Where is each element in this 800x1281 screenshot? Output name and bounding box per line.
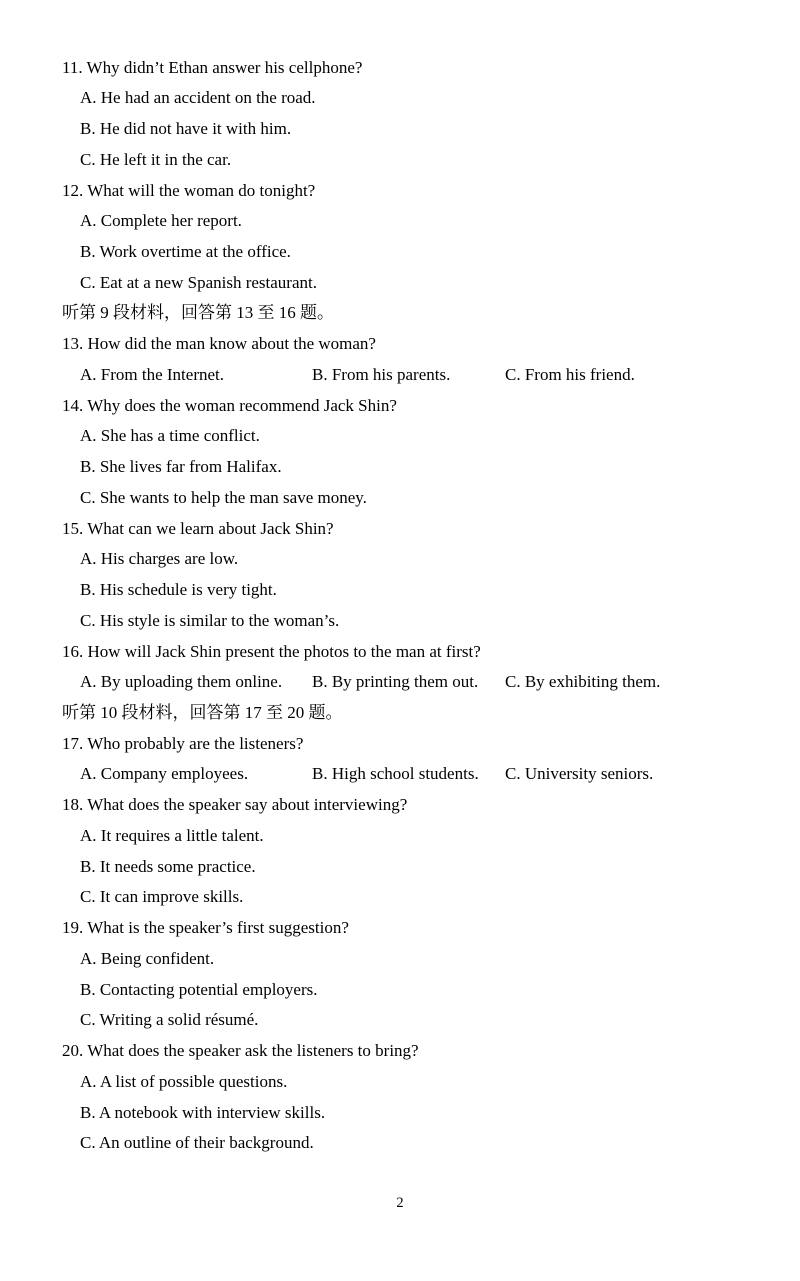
option: A. By uploading them online.: [80, 672, 283, 692]
question-list: [62, 53, 770, 1159]
question-text: 19. What is the speaker’s first suggestion?: [62, 918, 349, 938]
question-text: 14. Why does the woman recommend Jack Shin?: [62, 395, 397, 415]
options-row: [62, 667, 770, 698]
option: C. From his friend.: [505, 364, 635, 384]
option: C. An outline of their background.: [80, 1133, 314, 1153]
question-block: [62, 391, 770, 514]
options-row: [62, 360, 770, 391]
option: A. He had an accident on the road.: [80, 88, 316, 108]
question-text: 13. How did the man know about the woman?: [62, 334, 376, 354]
option: B. Work overtime at the office.: [80, 242, 291, 261]
option: A. A list of possible questions.: [80, 1071, 288, 1091]
question-text: 18. What does the speaker say about interviewing?: [62, 795, 408, 815]
option: C. By exhibiting them.: [505, 672, 661, 692]
option: B. From his parents.: [312, 364, 451, 384]
option: B. High school students.: [312, 764, 479, 784]
option: C. University seniors.: [505, 764, 654, 784]
option: C. Eat at a new Spanish restaurant.: [80, 272, 317, 292]
option: A. From the Internet.: [80, 364, 224, 384]
question-block: [62, 1036, 770, 1159]
option: B. He did not have it with him.: [80, 119, 292, 139]
option: C. She wants to help the man save money.: [80, 487, 367, 507]
question-block: [62, 913, 770, 1036]
section-header: 听第 10 段材料，回答第 17 至 20 题。: [62, 703, 343, 723]
question-block: [62, 176, 770, 299]
option: A. His charges are low.: [80, 549, 239, 569]
question-text: 12. What will the woman do tonight?: [62, 180, 316, 200]
option: B. A notebook with interview skills.: [80, 1102, 326, 1122]
option: C. Writing a solid résumé.: [80, 1010, 259, 1030]
question-text: 15. What can we learn about Jack Shin?: [62, 518, 334, 538]
option: B. Contacting potential employers.: [80, 979, 318, 999]
question-text: 17. Who probably are the listeners?: [62, 733, 304, 753]
question-block: [62, 53, 770, 176]
option: A. Company employees.: [80, 764, 249, 784]
question-text: 20. What does the speaker ask the listeners to bring?: [62, 1041, 419, 1061]
page-number: 2: [396, 1195, 404, 1211]
option: A. She has a time conflict.: [80, 426, 260, 446]
option: C. It can improve skills.: [80, 887, 244, 907]
question-block: [62, 790, 770, 913]
options-row: [62, 759, 770, 790]
question-text: 16. How will Jack Shin present the photos to the man at first?: [62, 641, 481, 661]
option: A. Being confident.: [80, 948, 215, 968]
option: A. It requires a little talent.: [80, 825, 264, 845]
option: A. Complete her report.: [80, 211, 242, 231]
option: B. She lives far from Halifax.: [80, 457, 282, 477]
option: B. By printing them out.: [312, 672, 479, 692]
option: B. It needs some practice.: [80, 856, 256, 876]
option: C. He left it in the car.: [80, 149, 232, 169]
question-block: [62, 637, 770, 698]
question-block: [62, 329, 770, 390]
question-block: [62, 514, 770, 637]
section-header: 听第 9 段材料，回答第 13 至 16 题。: [62, 303, 334, 323]
question-block: [62, 729, 770, 790]
question-text: 11. Why didn’t Ethan answer his cellphone?: [62, 57, 363, 77]
option: C. His style is similar to the woman’s.: [80, 610, 340, 630]
option: B. His schedule is very tight.: [80, 580, 277, 600]
